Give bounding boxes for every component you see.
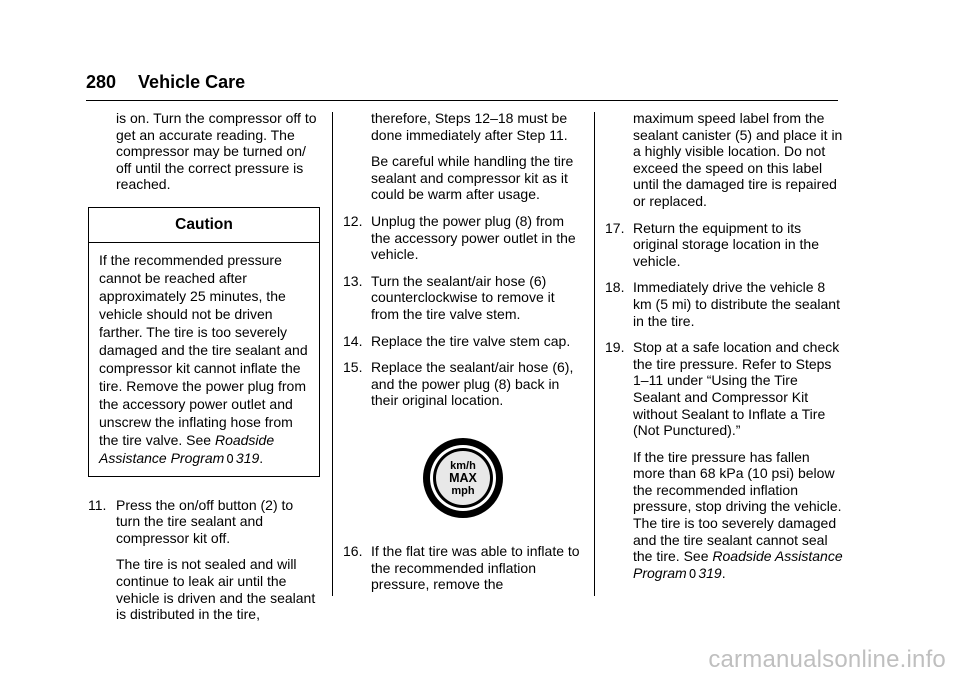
section-title: Vehicle Care xyxy=(138,72,246,92)
page-header xyxy=(86,72,245,93)
step-number: 19. xyxy=(605,339,625,356)
step-text: If the flat tire was able to inflate to the recommended inflation pressure, remove the xyxy=(371,542,580,593)
column-2 xyxy=(343,110,583,603)
gauge-unit-bottom: mph xyxy=(451,484,475,497)
step-19-sub-text: If the tire pressure has fallen more than 68 kPa (10 psi) below the recommended inflation pressure, stop driving the vehicle. The tire is too severely damaged and the tire sealant cannot seal the tire. See xyxy=(633,448,842,565)
step-number: 18. xyxy=(605,279,625,296)
step-18 xyxy=(605,279,845,329)
column-divider-2 xyxy=(594,112,595,596)
caution-box xyxy=(88,207,320,477)
step-13 xyxy=(343,273,583,323)
step-number: 12. xyxy=(343,212,363,229)
step-number: 11. xyxy=(88,496,107,513)
step-14 xyxy=(343,333,583,350)
caution-ref-link[interactable]: Roadside Assistance Program xyxy=(99,431,275,466)
step-11 xyxy=(88,497,320,547)
max-speed-label-icon xyxy=(422,437,504,519)
step-17 xyxy=(605,220,845,270)
caution-body: If the recommended pressure cannot be reached after approximately 25 minutes, the vehicle should not be driven farther. The tire is too severely damaged and the tire sealant and compressor kit cannot inflate the tire. Remove the power plug from the accessory power outlet and unscrew the inflating hose from the tire valve. See Roadside Assistance Program 0 319. xyxy=(99,251,308,466)
step-text: Turn the sealant/air hose (6) counterclockwise to remove it from the tire valve stem. xyxy=(371,272,555,322)
caution-ref-page[interactable]: 319 xyxy=(235,449,260,466)
max-speed-label-illustration xyxy=(343,437,583,519)
column-1 xyxy=(88,110,320,633)
caution-note: Be careful while handling the tire sealant and compressor kit as it could be warm after usage. xyxy=(371,153,574,203)
step-15 xyxy=(343,359,583,409)
watermark: carmanualsonline.info xyxy=(708,646,946,673)
intro-paragraph: is on. Turn the compressor off to get an accurate reading. The compressor may be turned on/ off until the correct pressure is reached. xyxy=(116,110,317,193)
step-text: Press the on/off button (2) to turn the tire sealant and compressor kit off. xyxy=(116,496,294,546)
step-19-subparagraph: If the tire pressure has fallen more than 68 kPa (10 psi) below the recommended inflation pressure, stop driving the vehicle. The tire is too severely damaged and the tire sealant cannot seal the tire. See Roadside Assistance Program 0 319. xyxy=(633,448,843,581)
step-text: Stop at a safe location and check the tire pressure. Refer to Steps 1–11 under “Using the Tire Sealant and Compressor Kit without Sealant to Inflate a Tire (Not Punctured).” xyxy=(633,339,840,439)
step-number: 13. xyxy=(343,272,363,289)
step-number: 16. xyxy=(343,542,363,559)
xref-icon: 0 xyxy=(226,451,234,466)
column-divider-1 xyxy=(332,112,333,596)
step-number: 14. xyxy=(343,332,363,349)
gauge-unit-top: km/h xyxy=(450,459,476,472)
continued-text: maximum speed label from the sealant canister (5) and place it in a highly visible location. Do not exceed the speed on this label until the damaged tire is repaired or replaced. xyxy=(633,110,843,209)
step-19-ref-page[interactable]: 319 xyxy=(698,564,722,581)
column-3 xyxy=(605,110,845,592)
xref-icon: 0 xyxy=(688,566,697,581)
step-12 xyxy=(343,213,583,263)
step-number: 15. xyxy=(343,359,363,376)
step-text: Replace the sealant/air hose (6), and the power plug (8) back in their original location. xyxy=(371,359,574,409)
step-text: Unplug the power plug (8) from the accessory power outlet in the vehicle. xyxy=(371,212,576,263)
caution-text: If the recommended pressure cannot be reached after approximately 25 minutes, the vehicle should not be driven farther. The tire is too severely damaged and the tire sealant and compressor kit cannot inflate the tire. Remove the power plug from the accessory power outlet and unscrew the inflating hose from the tire valve. See xyxy=(99,251,308,448)
step-19-ref-link[interactable]: Roadside Assistance Program xyxy=(633,548,843,581)
gauge-max-label: MAX xyxy=(449,470,477,485)
page-number: 280 xyxy=(86,72,117,92)
step-16 xyxy=(343,543,583,593)
continued-text: therefore, Steps 12–18 must be done immediately after Step 11. xyxy=(371,110,568,143)
caution-title: Caution xyxy=(89,208,319,243)
step-text: Return the equipment to its original storage location in the vehicle. xyxy=(633,219,820,269)
step-number: 17. xyxy=(605,219,625,236)
step-text: Immediately drive the vehicle 8 km (5 mi) to distribute the sealant in the tire. xyxy=(633,279,840,329)
header-rule xyxy=(86,100,838,101)
step-text: Replace the tire valve stem cap. xyxy=(371,332,571,349)
step-11-subparagraph: The tire is not sealed and will continue to leak air until the vehicle is driven and the sealant is distributed in the tire, xyxy=(116,556,316,623)
step-19 xyxy=(605,339,845,439)
